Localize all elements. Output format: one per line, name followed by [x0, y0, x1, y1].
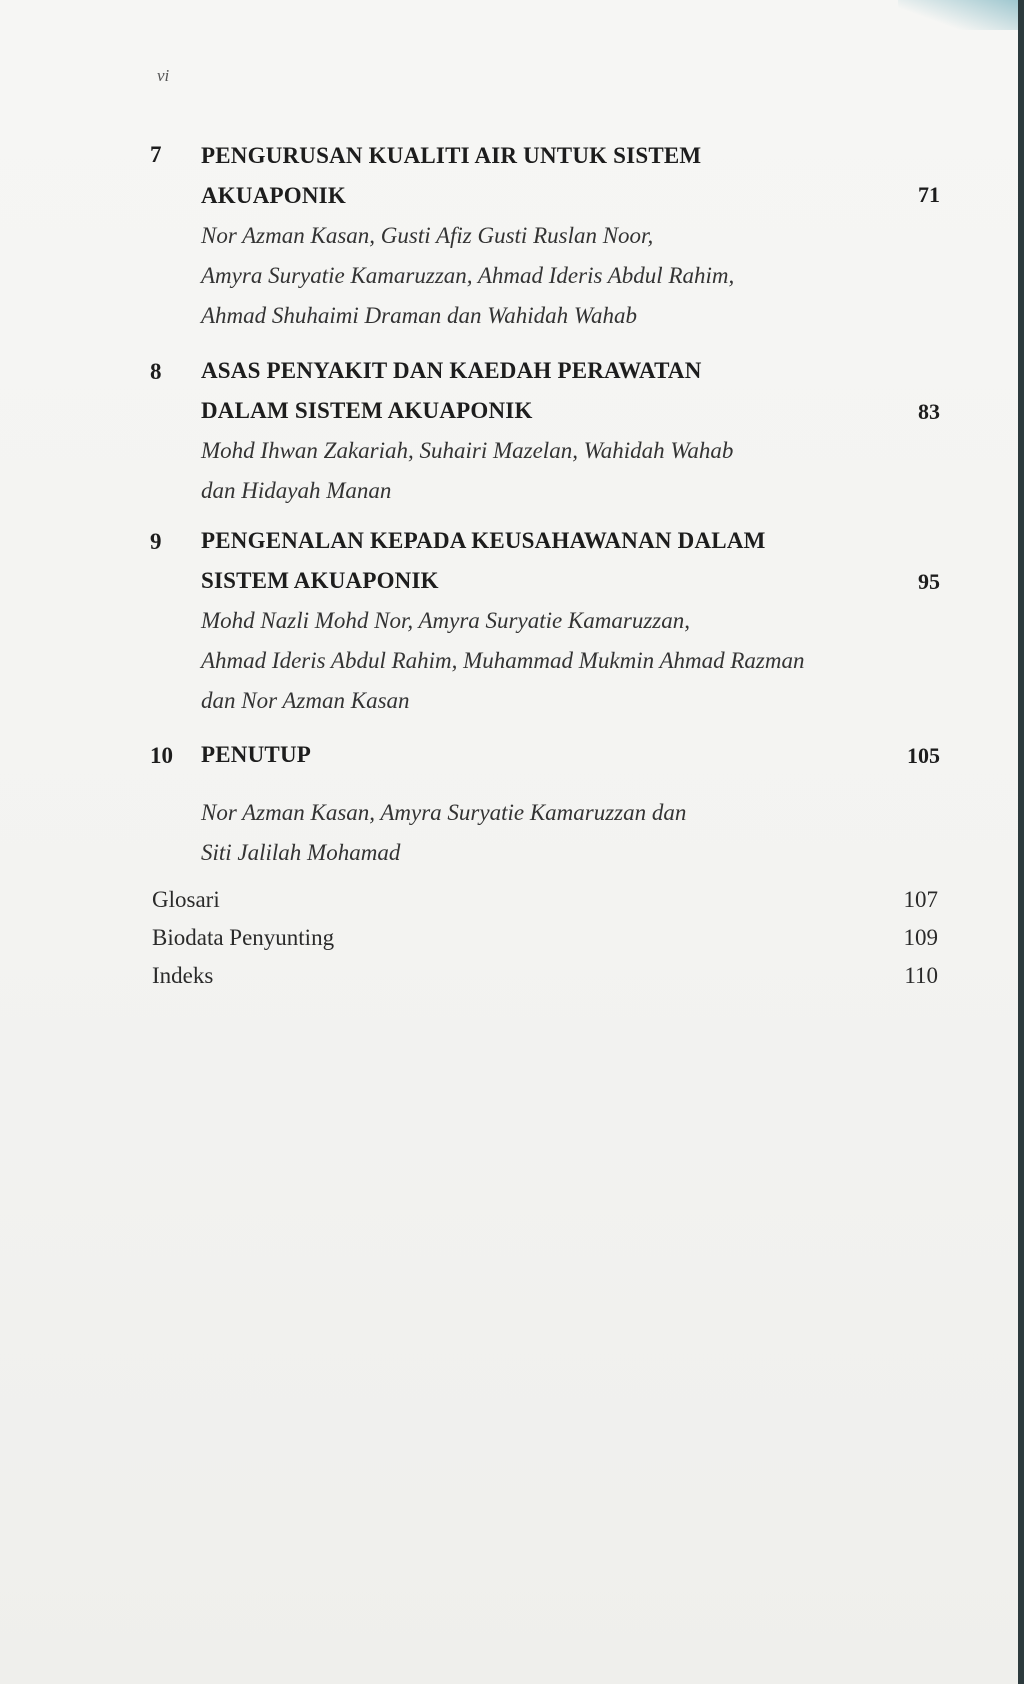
back-matter-label: Indeks [152, 963, 214, 988]
chapter-authors-line: dan Nor Azman Kasan [201, 688, 410, 713]
chapter-title-line: SISTEM AKUAPONIK [201, 568, 439, 593]
chapter-number: 7 [150, 142, 162, 167]
chapter-body [201, 735, 851, 873]
chapter-body [201, 351, 851, 511]
running-head: vi [157, 66, 170, 85]
chapter-number: 9 [150, 529, 162, 554]
chapter-page-number: 95 [918, 569, 940, 594]
chapter-authors-line: Siti Jalilah Mohamad [201, 840, 401, 865]
chapter-title-line: PENGENALAN KEPADA KEUSAHAWANAN DALAM [201, 528, 766, 553]
back-matter-page-number: 109 [903, 925, 938, 950]
chapter-page-number: 71 [918, 182, 940, 207]
chapter-authors-line: Nor Azman Kasan, Gusti Afiz Gusti Ruslan Noor, [201, 223, 654, 248]
chapter-title-line: DALAM SISTEM AKUAPONIK [201, 398, 533, 423]
chapter-number: 10 [150, 743, 173, 768]
back-matter-label: Glosari [152, 887, 220, 912]
back-matter-page-number: 110 [904, 963, 938, 988]
chapter-title-line: AKUAPONIK [201, 183, 346, 208]
chapter-authors-line: Mohd Nazli Mohd Nor, Amyra Suryatie Kamaruzzan, [201, 608, 690, 633]
back-matter-label: Biodata Penyunting [152, 925, 335, 950]
chapter-authors-line: Mohd Ihwan Zakariah, Suhairi Mazelan, Wahidah Wahab [201, 438, 734, 463]
chapter-title-line: ASAS PENYAKIT DAN KAEDAH PERAWATAN [201, 358, 702, 383]
chapter-authors-line: Ahmad Ideris Abdul Rahim, Muhammad Mukmin Ahmad Razman [201, 648, 805, 673]
chapter-body [201, 136, 851, 336]
back-matter-page-number: 107 [903, 887, 938, 912]
chapter-authors-line: Nor Azman Kasan, Amyra Suryatie Kamaruzzan dan [201, 800, 687, 825]
chapter-page-number: 83 [918, 399, 940, 424]
chapter-title-line: PENUTUP [201, 742, 312, 767]
chapter-body [201, 521, 851, 721]
chapter-authors-line: Amyra Suryatie Kamaruzzan, Ahmad Ideris Abdul Rahim, [201, 263, 735, 288]
chapter-title-line: PENGURUSAN KUALITI AIR UNTUK SISTEM [201, 143, 702, 168]
chapter-authors-line: dan Hidayah Manan [201, 478, 392, 503]
chapter-number: 8 [150, 359, 162, 384]
chapter-authors-line: Ahmad Shuhaimi Draman dan Wahidah Wahab [201, 303, 637, 328]
chapter-page-number: 105 [907, 743, 940, 768]
